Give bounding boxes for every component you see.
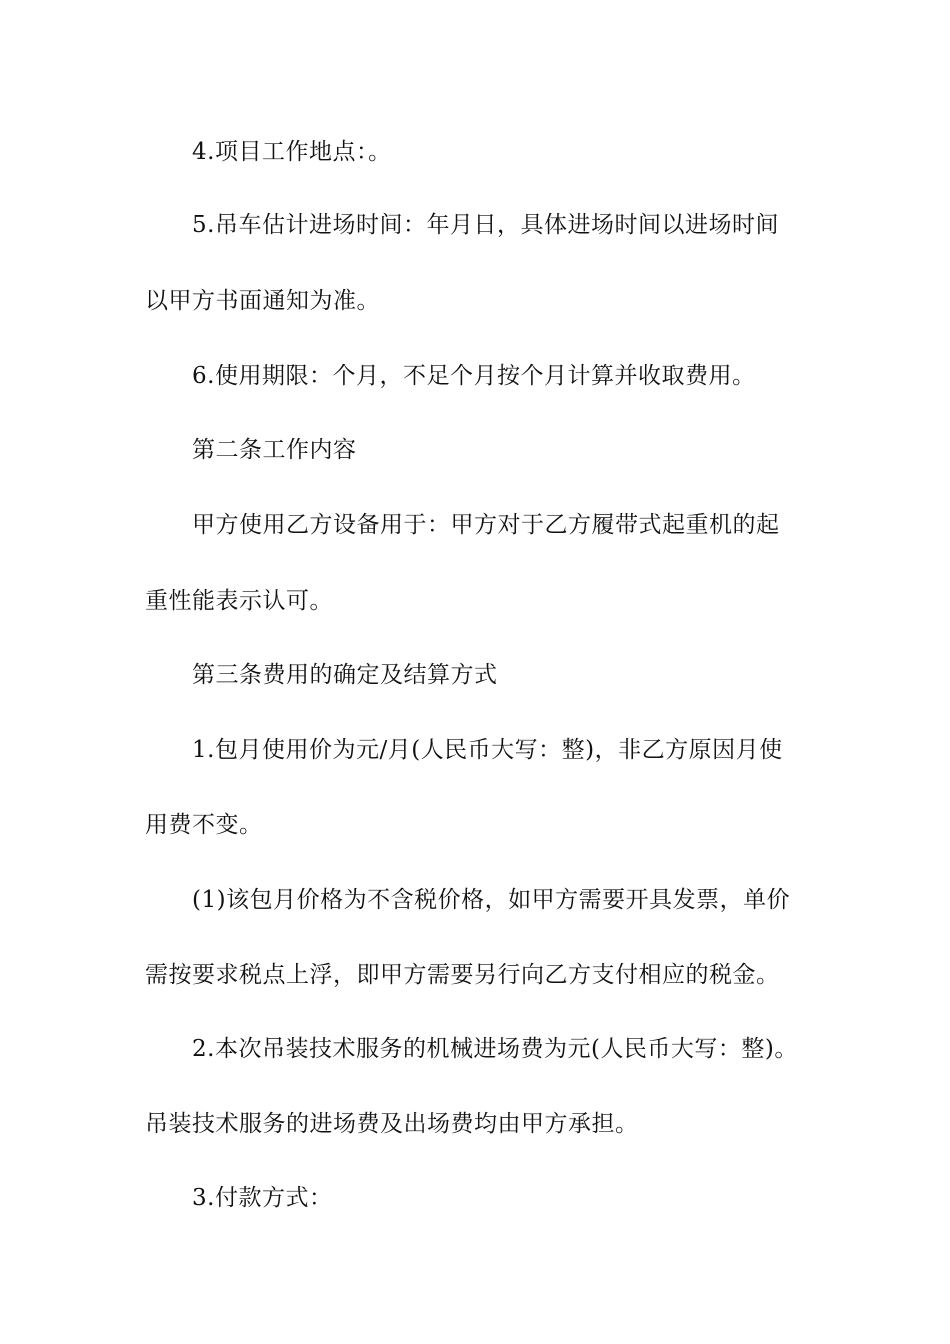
- clause-monthly-price: 1.包月使用价为元/月(人民币大写：整)，非乙方原因月使: [192, 737, 783, 763]
- clause-equipment-usage: 甲方使用乙方设备用于：甲方对于乙方履带式起重机的起: [192, 512, 780, 538]
- clause-payment-method: 3.付款方式：: [192, 1185, 333, 1211]
- section-heading-fees: 第三条费用的确定及结算方式: [192, 662, 498, 688]
- clause-crane-entry-time: 5.吊车估计进场时间：年月日，具体进场时间以进场时间: [192, 212, 779, 238]
- clause-tax-note: (1)该包月价格为不含税价格，如甲方需要开具发票，单价: [192, 887, 791, 913]
- clause-tax-note-cont: 需按要求税点上浮，即甲方需要另行向乙方支付相应的税金。: [145, 962, 780, 988]
- clause-equipment-usage-cont: 重性能表示认可。: [145, 588, 333, 614]
- clause-entry-fee-cont: 吊装技术服务的进场费及出场费均由甲方承担。: [145, 1111, 639, 1137]
- clause-crane-entry-time-cont: 以甲方书面通知为准。: [145, 288, 380, 314]
- clause-project-location: 4.项目工作地点：。: [192, 139, 392, 165]
- clause-usage-period: 6.使用期限：个月，不足个月按个月计算并收取费用。: [192, 363, 756, 389]
- section-heading-work-content: 第二条工作内容: [192, 437, 357, 463]
- clause-entry-fee: 2.本次吊装技术服务的机械进场费为元(人民币大写：整)。: [192, 1036, 798, 1062]
- clause-monthly-price-cont: 用费不变。: [145, 812, 263, 838]
